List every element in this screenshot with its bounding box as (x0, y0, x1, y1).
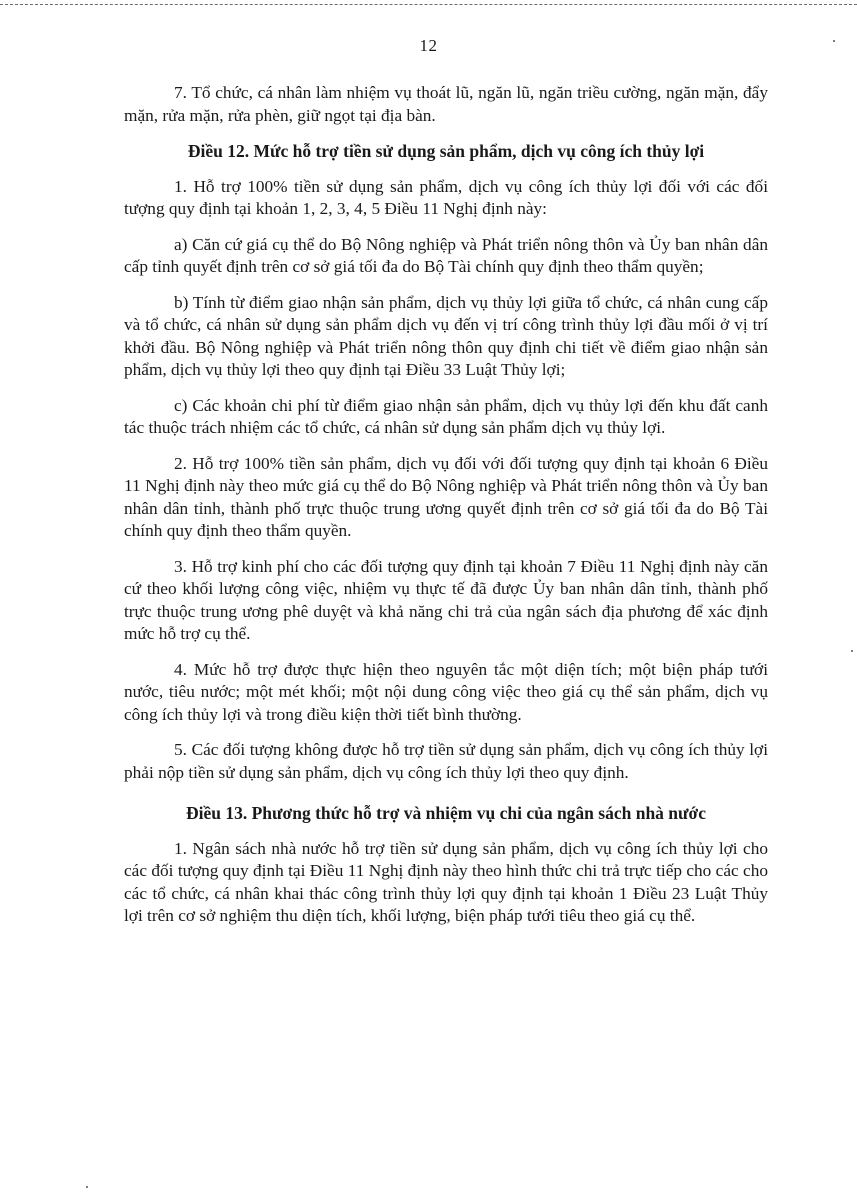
paragraph-clause-7: 7. Tổ chức, cá nhân làm nhiệm vụ thoát lũ, ngăn lũ, ngăn triều cường, ngăn mặn, đẩy mặn, rửa mặn, rửa phèn, giữ ngọt tại địa bàn. (124, 83, 768, 125)
paragraph-12-5: 5. Các đối tượng không được hỗ trợ tiền sử dụng sản phẩm, dịch vụ công ích thủy lợi phải nộp tiền sử dụng sản phẩm, dịch vụ công ích thủy lợi theo quy định. (124, 740, 768, 782)
paragraph-12-2: 2. Hỗ trợ 100% tiền sản phẩm, dịch vụ đối với đối tượng quy định tại khoản 6 Điều 11 Nghị định này theo mức giá cụ thể do Bộ Nông nghiệp và Phát triển nông thôn và Ủy ban nhân dân tỉnh, thành phố trực thuộc trung ương quyết định trên cơ sở giá tối đa do Bộ Tài chính quy định theo thẩm quyền. (124, 453, 768, 540)
paragraph-12-3: 3. Hỗ trợ kinh phí cho các đối tượng quy định tại khoản 7 Điều 11 Nghị định này căn cứ theo khối lượng công việc, nhiệm vụ thực tế đã được Ủy ban nhân dân tỉnh, thành phố trực thuộc trung ương phê duyệt và khả năng chi trả của ngân sách địa phương để xác định mức hỗ trợ cụ thể. (124, 556, 768, 643)
scan-border-line (0, 4, 857, 5)
paragraph-12-1c: c) Các khoản chi phí từ điểm giao nhận sản phẩm, dịch vụ thủy lợi đến khu đất canh tác thuộc trách nhiệm các tổ chức, cá nhân sử dụng sản phẩm dịch vụ thủy lợi. (124, 395, 768, 437)
paragraph-12-1: 1. Hỗ trợ 100% tiền sử dụng sản phẩm, dịch vụ công ích thủy lợi đối với các đối tượng quy định tại khoản 1, 2, 3, 4, 5 Điều 11 Nghị định này: (124, 176, 768, 218)
page-number: 12 (419, 36, 438, 55)
scan-speck (851, 650, 853, 652)
article-12-heading: Điều 12. Mức hỗ trợ tiền sử dụng sản phẩm, dịch vụ công ích thủy lợi (187, 141, 705, 161)
paragraph-12-1b: b) Tính từ điểm giao nhận sản phẩm, dịch vụ thủy lợi giữa tổ chức, cá nhân cung cấp và tổ chức, cá nhân sử dụng sản phẩm dịch vụ đến vị trí công trình thủy lợi đầu mối ở vị trí khởi đầu. Bộ Nông nghiệp và Phát triển nông thôn quy định chi tiết về điểm giao nhận sản phẩm, dịch vụ thủy lợi theo quy định tại Điều 33 Luật Thủy lợi; (124, 292, 768, 379)
paragraph-12-1a: a) Căn cứ giá cụ thể do Bộ Nông nghiệp và Phát triển nông thôn và Ủy ban nhân dân cấp tỉnh quyết định trên cơ sở giá tối đa do Bộ Tài chính quy định theo thẩm quyền; (124, 234, 768, 276)
paragraph-12-4: 4. Mức hỗ trợ được thực hiện theo nguyên tắc một diện tích; một biện pháp tưới nước, tiêu nước; một mét khối; một nội dung công việc theo giá cụ thể sản phẩm, dịch vụ công ích thủy lợi và trong điều kiện thời tiết bình thường. (124, 659, 768, 724)
paragraph-13-1: 1. Ngân sách nhà nước hỗ trợ tiền sử dụng sản phẩm, dịch vụ công ích thủy lợi cho các đối tượng quy định tại Điều 11 Nghị định này theo hình thức chi trả trực tiếp cho các cho các tổ chức, cá nhân khai thác công trình thủy lợi quy định tại khoản 1 Điều 23 Luật Thủy lợi trên cơ sở nghiệm thu diện tích, khối lượng, biện pháp tưới tiêu theo giá cụ thể. (124, 838, 768, 925)
scan-speck (86, 1186, 88, 1188)
document-body (124, 82, 768, 941)
article-13-heading: Điều 13. Phương thức hỗ trợ và nhiệm vụ chi của ngân sách nhà nước (185, 803, 707, 823)
